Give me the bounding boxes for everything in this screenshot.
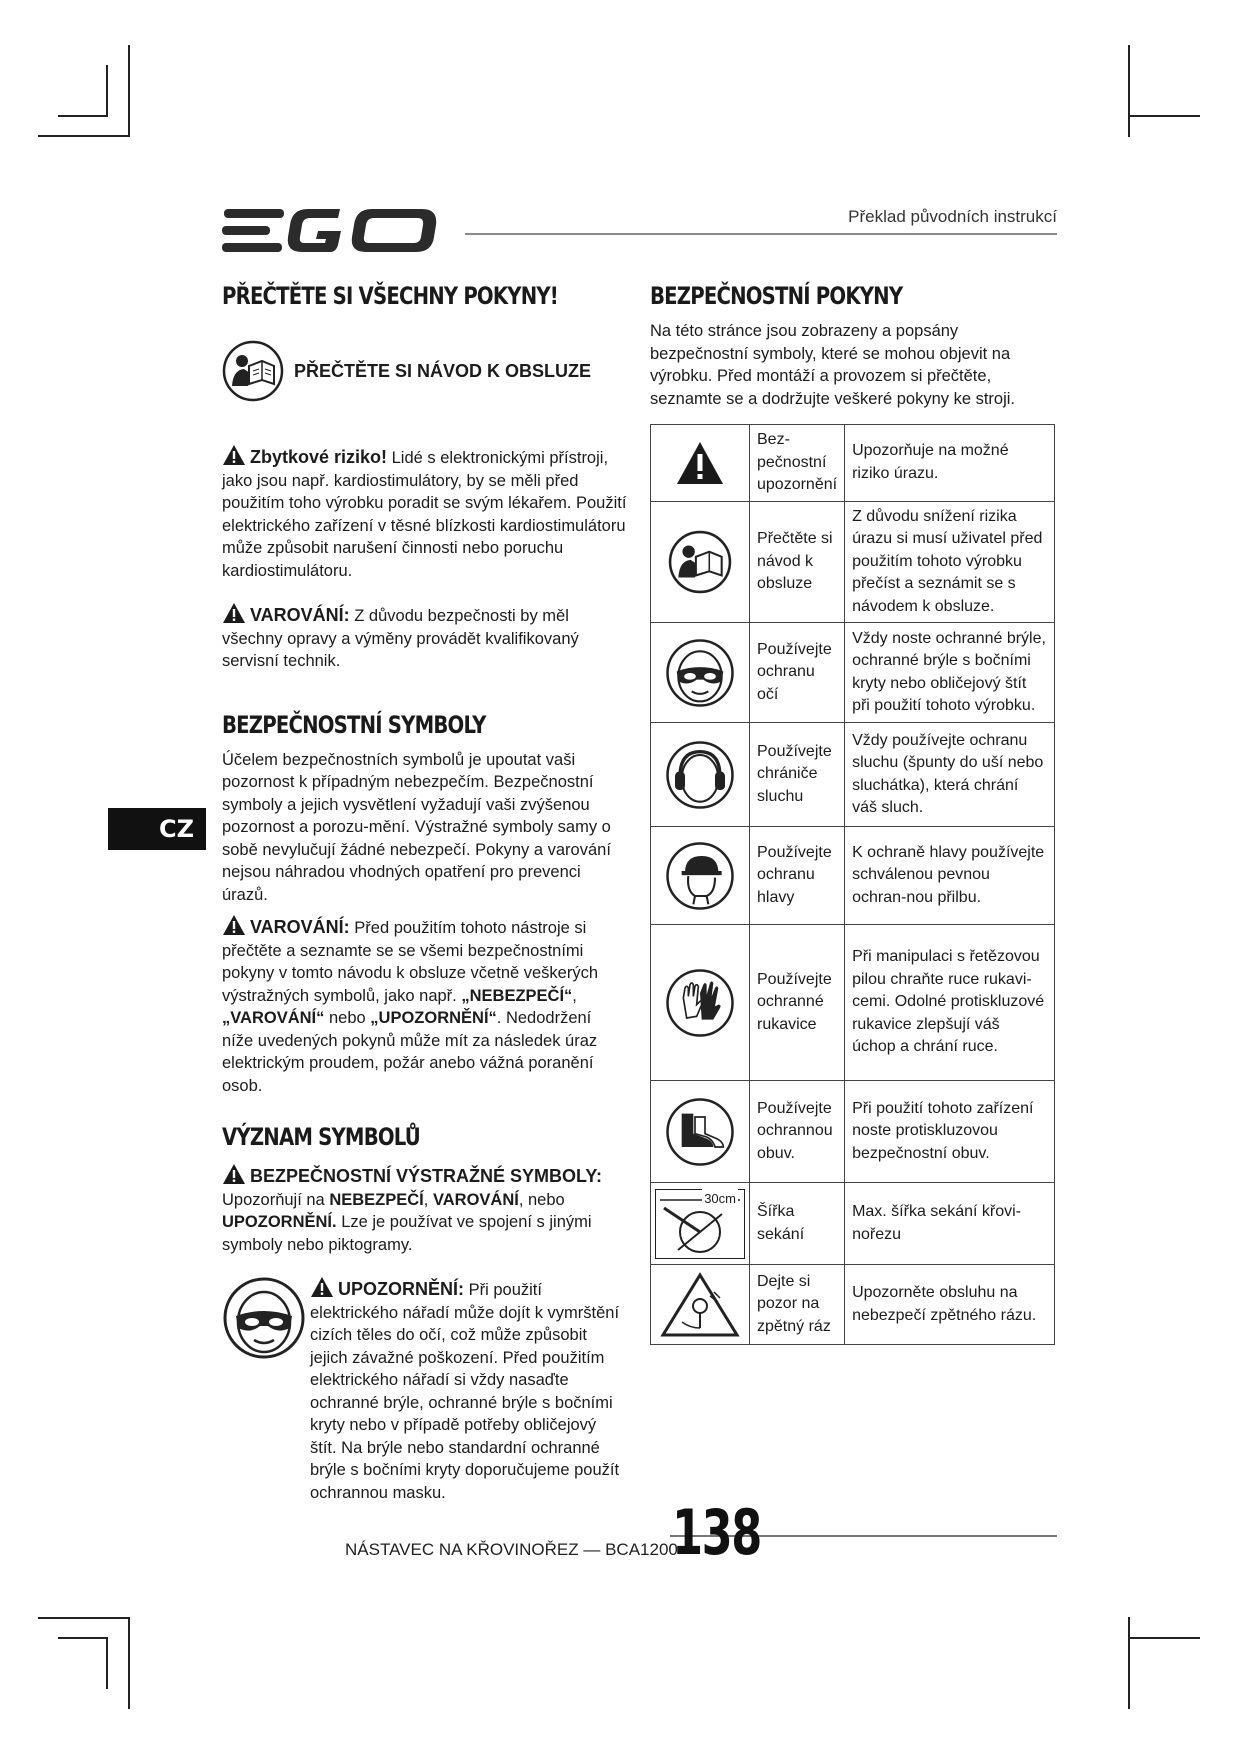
alert-sep2: , nebo (518, 1190, 565, 1209)
symbol-description: K ochraně hlavy používejte schválenou pevnou ochran-nou přilbu. (845, 827, 1055, 925)
table-row (651, 1183, 1055, 1265)
read-manual-label: PŘEČTĚTE SI NÁVOD K OBSLUZE (294, 360, 592, 381)
warning-triangle-icon (222, 444, 246, 466)
ear-protection-icon (665, 740, 735, 810)
symbol-name: Používejte ochranu hlavy (750, 827, 845, 925)
caution-text: Při použití elektrického nářadí může dojít k vymrštění cizích těles do očí, což může způsobit jejich závažné poškození. Před použitím elektrického nářadí si vždy nasaďte ochranné brýle, ochranné brýle s bočními kryty nebo v případě potřeby obličejový štít. Na brýle nebo standardní ochranné brýle s bočními kryty doporučujeme použít ochrannou masku. (310, 1281, 620, 1502)
warning-triangle-icon (310, 1276, 334, 1298)
symbols-table (650, 424, 1055, 1345)
caution-block (222, 1276, 627, 1504)
eye-protection-icon (222, 1276, 306, 1504)
icon-cell (651, 425, 750, 502)
icon-cell (651, 623, 750, 723)
symbol-name: Bez-pečnostní upozornění (750, 425, 845, 502)
warning-triangle-icon (222, 602, 246, 624)
header-label: Překlad původních instrukcí (848, 207, 1057, 226)
icon-cell (651, 723, 750, 827)
crop-mark (38, 135, 130, 137)
table-row (651, 501, 1055, 623)
warning-triangle-icon (222, 1163, 246, 1185)
table-row (651, 925, 1055, 1081)
cutting-width-value: 30cm (702, 1188, 738, 1211)
warning-text-b: . Nedodržení níže uvedených pokynů může mít za následek úraz elektrickým proudem, požár anebo vážná poranění osob. (222, 1009, 598, 1095)
alert-text-b: Lze je používat ve spojení s jinými symboly nebo piktogramy. (222, 1213, 592, 1254)
crop-mark (38, 1617, 130, 1619)
table-row (651, 1081, 1055, 1183)
crop-mark (1128, 115, 1200, 117)
head-protection-icon (665, 841, 735, 911)
icon-cell (651, 925, 750, 1081)
left-column (222, 282, 627, 1504)
alert-warning: VAROVÁNÍ (432, 1190, 519, 1209)
crop-mark (58, 115, 108, 117)
danger-term: „NEBEZPEČÍ“ (461, 986, 573, 1005)
caution-term: „UPOZORNĚNÍ“ (370, 1009, 497, 1027)
symbol-description: Vždy noste ochranné brýle, ochranné brýle s bočními kryty nebo obličejový štít při použití tohoto výrobku. (845, 623, 1055, 723)
table-row (651, 623, 1055, 723)
or-word: nebo (328, 1009, 366, 1027)
crop-mark (1128, 45, 1130, 137)
ego-logo (222, 205, 447, 257)
read-manual-icon (222, 340, 284, 402)
icon-cell (651, 501, 750, 623)
symbol-description: Vždy používejte ochranu sluchu (špunty do uší nebo sluchátka), která chrání váš sluch. (845, 723, 1055, 827)
safety-instructions-title: BEZPEČNOSTNÍ POKYNY (650, 282, 903, 310)
warning-triangle-icon (222, 914, 246, 936)
icon-cell (651, 1081, 750, 1183)
symbol-name: Používejte ochrannou obuv. (750, 1081, 845, 1183)
warning-text-a: Před použitím tohoto nástroje si přečtěte a seznamte se se všemi bezpečnostními pokyny v tomto návodu k obsluze včetně veškerých výstražných symbolů, jako např. (222, 919, 599, 1005)
warning-triangle-icon (675, 440, 725, 486)
safety-symbols-text: Účelem bezpečnostních symbolů je upoutat vaši pozornost k případným nebezpečím. Bezpečnostní symboly a jejich vysvětlení vyžadují vaši zvýšenou pozornost a porozu-mění. Výstražné symboly samy o sobě nevylučují žádné nebezpečí. Pokyny a varování nejsou náhradou vhodných opatření pro prevenci úrazů. (222, 750, 611, 904)
separator: , (572, 986, 577, 1005)
symbol-description: Upozorňuje na možné riziko úrazu. (845, 425, 1055, 502)
table-row (651, 723, 1055, 827)
alert-label: BEZPEČNOSTNÍ VÝSTRAŽNÉ SYMBOLY: (250, 1166, 603, 1186)
alert-caution: UPOZORNĚNÍ. (222, 1213, 337, 1231)
symbol-description: Max. šířka sekání křovi-nořezu (845, 1183, 1055, 1265)
crop-mark (1128, 1637, 1200, 1639)
symbol-description: Z důvodu snížení rizika úrazu si musí uživatel před použitím tohoto výrobku přečíst a seznámit se s návodem k obsluze. (845, 501, 1055, 623)
alert-danger: NEBEZPEČÍ (329, 1190, 424, 1209)
eye-protection-icon (665, 638, 735, 708)
alert-symbols-paragraph (222, 1163, 627, 1256)
right-column (650, 282, 1055, 1345)
warning-repairs-paragraph (222, 602, 627, 673)
table-row (651, 425, 1055, 502)
symbol-name: Používejte ochranu očí (750, 623, 845, 723)
warning-label: VAROVÁNÍ: (250, 917, 350, 937)
table-row (651, 1265, 1055, 1345)
gloves-icon (665, 968, 735, 1038)
crop-mark (128, 1617, 130, 1709)
warning-label: VAROVÁNÍ: (250, 605, 350, 625)
symbol-name: Dejte si pozor na zpětný ráz (750, 1265, 845, 1345)
symbol-meaning-title: VÝZNAM SYMBOLŮ (222, 1123, 420, 1151)
header-rule (465, 233, 1057, 235)
crop-mark (128, 45, 130, 137)
footer-title: NÁSTAVEC NA KŘOVINOŘEZ — BCA1200 (345, 1540, 678, 1559)
language-tab: CZ (108, 808, 206, 850)
crop-mark (58, 1637, 108, 1639)
warning-text: Z důvodu bezpečnosti by měl všechny opravy a výměny provádět kvalifikovaný servisní technik. (222, 607, 579, 670)
caution-paragraph (310, 1276, 627, 1504)
alert-sep: , (423, 1190, 429, 1209)
crop-mark (106, 65, 108, 117)
safety-intro: Na této stránce jsou zobrazeny a popsány bezpečnostní symboly, které se mohou objevit na výrobku. Před montáží a provozem si přečtěte, seznamte se a dodržujte veškeré pokyny ke stroji. (650, 322, 1016, 408)
symbol-description: Upozorněte obsluhu na nebezpečí zpětného rázu. (845, 1265, 1055, 1345)
alert-text-a: Upozorňují na (222, 1190, 325, 1209)
residual-risk-paragraph (222, 444, 627, 582)
icon-cell (651, 1265, 750, 1345)
symbol-description: Při manipulaci s řetězovou pilou chraňte ruce rukavi-cemi. Odolné protiskluzové rukavice zlepšují váš úchop a chrání ruce. (845, 925, 1055, 1081)
read-all-title: PŘEČTĚTE SI VŠECHNY POKYNY! (222, 282, 558, 310)
symbol-name: Používejte chrániče sluchu (750, 723, 845, 827)
symbol-name: Přečtěte si návod k obsluze (750, 501, 845, 623)
page-number: 138 (672, 1496, 761, 1569)
boots-icon (665, 1097, 735, 1167)
icon-cell (651, 827, 750, 925)
cutting-width-icon (655, 1189, 745, 1259)
caution-label: UPOZORNĚNÍ: (338, 1279, 464, 1299)
residual-text: Lidé s elektronickými přístroji, jako jsou např. kardiostimulátory, by se měli před použitím toho výrobku poradit se svým lékařem. Použití elektrického zařízení v těsné blízkosti kardiostimulátoru může způsobit narušení činnosti nebo poruchu kardiostimulátoru. (222, 449, 627, 580)
read-manual-icon (668, 530, 732, 594)
warning-term: „VAROVÁNÍ“ (222, 1009, 325, 1027)
warning-instructions-paragraph (222, 914, 627, 1097)
residual-label: Zbytkové riziko! (250, 447, 388, 467)
kickback-icon (660, 1272, 740, 1338)
table-row (651, 827, 1055, 925)
crop-mark (106, 1637, 108, 1689)
read-manual-row (222, 340, 627, 402)
icon-cell (651, 1183, 750, 1265)
symbol-description: Při použití tohoto zařízení noste protiskluzovou bezpečnostní obuv. (845, 1081, 1055, 1183)
crop-mark (1128, 1617, 1130, 1709)
symbol-name: Používejte ochranné rukavice (750, 925, 845, 1081)
symbol-name: Šířka sekání (750, 1183, 845, 1265)
safety-symbols-title: BEZPEČNOSTNÍ SYMBOLY (222, 710, 486, 739)
